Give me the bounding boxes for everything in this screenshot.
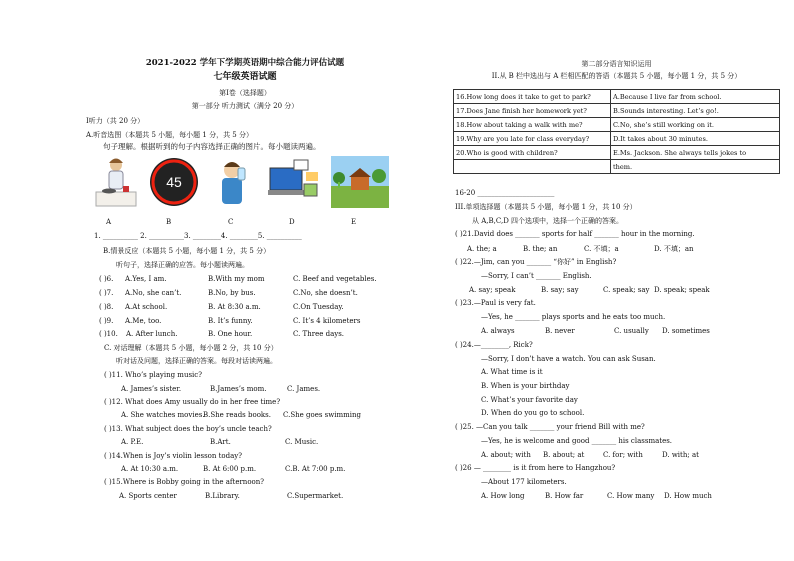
option-b: B.Art.	[210, 438, 231, 446]
option-b: B. never	[545, 327, 575, 335]
option-b: B. When is your birthday	[481, 382, 570, 390]
option-c: C. What’s your favorite day	[481, 396, 578, 404]
timer-number: 45	[166, 174, 182, 190]
option-c: C. Three days.	[293, 330, 345, 338]
column-a-cell: 16.How long does it take to get to park?	[454, 90, 611, 104]
listening-heading: I听力（共 20 分）	[86, 117, 145, 125]
column-a-cell: 20.Who is good with children?	[454, 146, 611, 160]
option-b: B. One hour.	[208, 330, 253, 338]
picture-a-cooking	[93, 156, 139, 208]
table-row	[454, 104, 780, 118]
answer-blanks[interactable]: 1. __________ 2. __________3. ________4. ________5. __________	[94, 232, 302, 240]
pic-letter-e: E	[351, 218, 357, 226]
question-number[interactable]: ( )7.	[99, 289, 114, 297]
section-c-instructions: 听对话及问题，选择正确的答案。每段对话读两遍。	[116, 357, 277, 365]
table-row	[454, 118, 780, 132]
option-c: C.No, she doesn’t.	[293, 289, 358, 297]
table-row	[454, 132, 780, 146]
option-a: A.Me, too.	[125, 317, 162, 325]
question-text[interactable]: ( )21.David does _______ sports for half _______ hour in the morning.	[455, 230, 695, 238]
dialogue-line: —Sorry, I don’t have a watch. You can ask Susan.	[481, 355, 656, 363]
section-b-instructions: 听句子，选择正确的应答。每小题读两遍。	[116, 261, 249, 269]
question-text[interactable]: ( )11. Who’s playing music?	[104, 371, 202, 379]
exam-subtitle: 七年级英语试题	[213, 72, 277, 82]
dialogue-line: —Yes, he _______ plays sports and he eats too much.	[481, 313, 666, 321]
part1-heading: 第一部分 听力测试（满分 20 分）	[191, 102, 299, 110]
question-number[interactable]: ( )10.	[99, 330, 118, 338]
option-b: B.James’s mom.	[210, 385, 267, 393]
option-c: C. Music.	[285, 438, 319, 446]
column-b-cell: C.No, she’s still working on it.	[611, 118, 780, 132]
option-b: B. say; say	[541, 286, 579, 294]
question-number[interactable]: ( )9.	[99, 317, 114, 325]
table-row	[454, 90, 780, 104]
option-c: C.Supermarket.	[287, 492, 344, 500]
exam-title: 2021-2022 学年下学期英语期中综合能力评估试题	[145, 58, 345, 68]
column-a-cell: 17.Does Jane finish her homework yet?	[454, 104, 611, 118]
column-b-cell: A.Because I live far from school.	[611, 90, 780, 104]
option-a: A. She watches movies.	[121, 411, 205, 419]
option-a: A. say; speak	[469, 286, 516, 294]
pic-letter-c: C	[228, 218, 234, 226]
option-c: C.On Tuesday.	[293, 303, 344, 311]
question-text[interactable]: ( )14.When is Joy’s violin lesson today?	[104, 452, 242, 460]
question-text[interactable]: ( )26 — ________ is it from here to Hangzhou?	[455, 464, 616, 472]
option-a: A. about; with	[481, 451, 531, 459]
column-a-cell: 19.Why are you late for class everyday?	[454, 132, 611, 146]
section-ii-heading: II.从 B 栏中选出与 A 栏相匹配的答语（本题共 5 小题，每小题 1 分，共 5 分）	[491, 72, 742, 80]
option-c: C. usually	[614, 327, 649, 335]
section-c-heading: C. 对话理解（本题共 5 小题，每小题 2 分，共 10 分）	[104, 344, 278, 352]
picture-e-farm	[331, 156, 389, 208]
option-a: A. P.E.	[121, 438, 144, 446]
table-row	[454, 146, 780, 160]
option-c: C. speak; say	[603, 286, 650, 294]
option-b: B. the; an	[523, 245, 558, 253]
option-b: B.She reads books.	[203, 411, 271, 419]
picture-d-computer	[264, 156, 320, 208]
dialogue-line: —Sorry, I can’t _______ English.	[481, 272, 592, 280]
question-text[interactable]: ( )12. What does Amy usually do in her free time?	[104, 398, 281, 406]
pic-letter-b: B	[166, 218, 172, 226]
picture-b-timer	[148, 156, 200, 208]
option-c: C.She goes swimming	[283, 411, 361, 419]
question-number[interactable]: ( )6.	[99, 275, 114, 283]
section-a-instructions: 句子理解。根据听到的句子内容选择正确的图片。每小题读两遍。	[103, 142, 321, 151]
option-b: B. At 6:00 p.m.	[203, 465, 257, 473]
option-d: D. 不填；an	[654, 245, 694, 253]
option-c: C. It’s 4 kilometers	[293, 317, 361, 325]
option-a: A. James’s sister.	[121, 385, 182, 393]
option-d: D. sometimes	[662, 327, 710, 335]
option-b: B.With my mom	[208, 275, 265, 283]
option-a: A. always	[481, 327, 515, 335]
option-c: C. James.	[287, 385, 321, 393]
question-number[interactable]: ( )8.	[99, 303, 114, 311]
matching-table	[453, 89, 780, 174]
option-c: C.B. At 7:00 p.m.	[285, 465, 346, 473]
dialogue-line: —Yes, he is welcome and good _______ his classmates.	[481, 437, 673, 445]
option-c: C. How many	[607, 492, 655, 500]
question-text[interactable]: ( )13. What subject does the boy’s uncle teach?	[104, 425, 272, 433]
option-a: A. At 10:30 a.m.	[121, 465, 179, 473]
picture-c-drinking	[212, 156, 256, 208]
column-a-cell	[454, 160, 611, 174]
option-a: A. Sports center	[119, 492, 177, 500]
part2-heading: 第二部分语言知识运用	[581, 60, 652, 68]
option-a: A. What time is it	[481, 368, 543, 376]
option-a: A.At school.	[125, 303, 168, 311]
option-a: A.No, she can’t.	[125, 289, 182, 297]
option-a: A. How long	[481, 492, 525, 500]
column-b-cell: them.	[611, 160, 780, 174]
option-d: D. with; at	[662, 451, 699, 459]
pic-letter-a: A	[106, 218, 112, 226]
option-d: D. speak; speak	[654, 286, 710, 294]
question-text[interactable]: ( )15.Where is Bobby going in the afternoon?	[104, 478, 265, 486]
option-c: C. for; with	[603, 451, 643, 459]
section-b-heading: B.情景反应（本题共 5 小题，每小题 1 分，共 5 分）	[103, 247, 271, 255]
question-text[interactable]: ( )23.—Paul is very fat.	[455, 299, 536, 307]
section-iii-instructions: 从 A,B,C,D 四个选项中，选择一个正确的答案。	[472, 217, 624, 225]
matching-answer-line[interactable]: 16-20 ______________________	[455, 189, 555, 197]
option-b: B. about; at	[543, 451, 585, 459]
column-b-cell: B.Sounds interesting. Let’s go!.	[611, 104, 780, 118]
section-a-heading: A.听音选图（本题共 5 小题，每小题 1 分，共 5 分）	[86, 131, 253, 139]
pic-letter-d: D	[289, 218, 295, 226]
option-d: D. How much	[664, 492, 712, 500]
option-a: A.Yes, I am.	[125, 275, 167, 283]
option-c: C. 不填；a	[584, 245, 619, 253]
option-a: A. the; a	[467, 245, 497, 253]
table-row	[454, 160, 780, 174]
question-text[interactable]: ( )24.—________, Rick?	[455, 341, 533, 349]
option-b: B. How far	[545, 492, 584, 500]
question-text[interactable]: ( )22.—Jim, can you _______ “你好” in English?	[455, 258, 617, 266]
option-d: D. When do you go to school.	[481, 409, 585, 417]
section-iii-heading: III.单项选择题（本题共 5 小题，每小题 1 分，共 10 分）	[455, 203, 637, 211]
column-b-cell: D.It takes about 30 minutes.	[611, 132, 780, 146]
question-text[interactable]: ( )25. —Can you talk _______ your friend Bill with me?	[455, 423, 645, 431]
column-a-cell: 18.How about taking a walk with me?	[454, 118, 611, 132]
option-a: A. After lunch.	[126, 330, 178, 338]
column-b-cell: E.Ms. Jackson. She always tells jokes to	[611, 146, 780, 160]
dialogue-line: —About 177 kilometers.	[481, 478, 567, 486]
volume-heading: 第Ⅰ卷（选择题）	[219, 89, 271, 97]
option-b: B. At 8:30 a.m.	[208, 303, 261, 311]
option-b: B.Library.	[205, 492, 240, 500]
option-b: B.No, by bus.	[208, 289, 256, 297]
option-c: C. Beef and vegetables.	[293, 275, 377, 283]
option-b: B. It’s funny.	[208, 317, 253, 325]
